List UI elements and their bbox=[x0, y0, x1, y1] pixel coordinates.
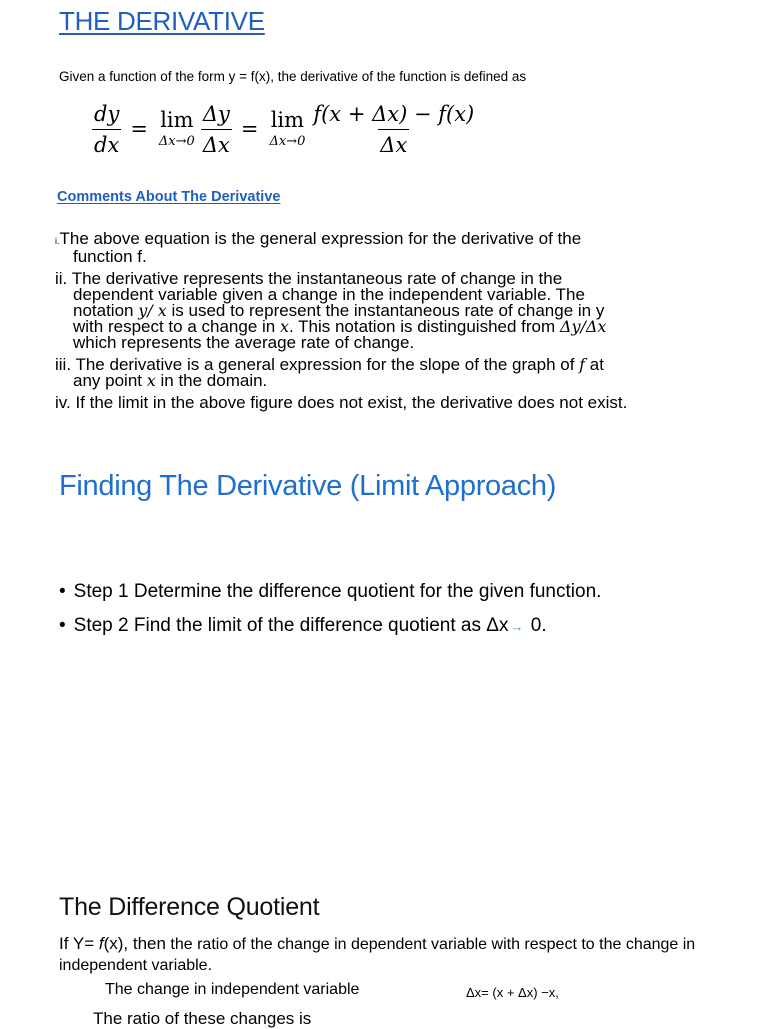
equals-sign-1: = bbox=[130, 117, 148, 141]
dq-lead: If Y= bbox=[59, 934, 99, 953]
section-heading-difference-quotient: The Difference Quotient bbox=[59, 893, 320, 921]
delta-y-numerator: Δy bbox=[202, 101, 230, 126]
item-ii-x: x bbox=[279, 317, 289, 336]
item-iv-text: iv. If the limit in the above figure does not exist, the derivative does not exist. bbox=[55, 393, 628, 412]
comment-item-iii bbox=[55, 357, 755, 389]
item-ii-cont4: which represents the average rate of change. bbox=[73, 333, 415, 352]
item-ii-cont2-b: is used to represent the instantaneous rate of change in y bbox=[166, 301, 605, 320]
derivative-formula bbox=[92, 96, 476, 162]
step-1-text: Step 1 Determine the difference quotient for the given function. bbox=[73, 581, 602, 602]
difference-numerator: f(x + Δx) − f(x) bbox=[313, 101, 475, 126]
dy-dx-fraction bbox=[92, 102, 121, 157]
item-iii-cont bbox=[55, 373, 755, 389]
step-1 bbox=[59, 581, 601, 603]
item-i-cont: function f. bbox=[73, 247, 147, 266]
item-ii-cont3-a: with respect to a change in bbox=[73, 317, 280, 336]
page-title: THE DERIVATIVE bbox=[59, 6, 265, 36]
comment-item-iv bbox=[55, 395, 755, 411]
item-ii-lead: ii. The derivative represents the instantaneous rate of change in the bbox=[55, 269, 563, 288]
item-iii-cont-b: in the domain. bbox=[155, 371, 268, 390]
limit-1 bbox=[159, 110, 195, 148]
delta-x-definition: Δx= (x + Δx) −x, bbox=[466, 985, 559, 1000]
comments-list bbox=[55, 231, 755, 417]
comments-heading: Comments About The Derivative bbox=[57, 189, 281, 205]
item-iii-x: x bbox=[146, 371, 156, 390]
dy-numerator: dy bbox=[94, 101, 120, 126]
limit-2 bbox=[269, 110, 305, 148]
dq-lead-rest: (x), then bbox=[103, 934, 166, 953]
item-i-text: The above equation is the general expression for the derivative of the bbox=[59, 229, 582, 248]
item-ii-notation: y/ x bbox=[138, 301, 167, 320]
item-ii-cont3-b: . This notation is distinguished from bbox=[289, 317, 560, 336]
delta-x-denominator: Δx bbox=[201, 129, 232, 157]
item-ii-delta-notation: Δy/Δx bbox=[559, 317, 607, 336]
change-independent-label: The change in independent variable bbox=[105, 981, 360, 998]
lim-word-1: lim bbox=[160, 108, 194, 132]
item-ii-cont1: dependent variable given a change in the independent variable. The bbox=[73, 285, 585, 304]
item-iii-lead-a: iii. The derivative is a general expression for the slope of the graph of bbox=[55, 355, 580, 374]
lim-subscript-2: Δx→0 bbox=[269, 134, 306, 149]
dx-denominator: dx bbox=[92, 129, 121, 157]
bullet-icon: • bbox=[59, 615, 66, 636]
dq-body: the ratio of the change in dependent variable with respect to the change in independent variable. bbox=[59, 936, 696, 974]
item-iii-f: f bbox=[579, 355, 586, 374]
bullet-icon: • bbox=[59, 581, 66, 602]
lim-subscript-1: Δx→0 bbox=[158, 134, 195, 149]
steps-list bbox=[59, 581, 601, 649]
item-ii-cont2-a: notation bbox=[73, 301, 139, 320]
lim-word-2: lim bbox=[270, 108, 305, 132]
equals-sign-2: = bbox=[240, 117, 259, 141]
difference-fraction bbox=[311, 102, 476, 157]
item-iii-lead-b: at bbox=[585, 355, 604, 374]
item-iii-cont-a: any point bbox=[73, 371, 147, 390]
difference-quotient-text bbox=[59, 933, 719, 976]
step-2 bbox=[59, 615, 601, 637]
item-i-marker: i. bbox=[55, 236, 60, 246]
ratio-text: The ratio of these changes is bbox=[93, 1009, 312, 1028]
delta-fraction bbox=[201, 102, 232, 157]
difference-denominator: Δx bbox=[378, 129, 409, 157]
step-2-tail: 0. bbox=[525, 615, 547, 636]
intro-text: Given a function of the form y = f(x), the derivative of the function is defined as bbox=[59, 69, 527, 84]
section-heading-limit-approach: Finding The Derivative (Limit Approach) bbox=[59, 470, 557, 502]
right-arrow-icon: → bbox=[510, 619, 524, 634]
step-2-text: Step 2 Find the limit of the difference quotient as Δx bbox=[73, 615, 509, 636]
comment-item-ii bbox=[55, 271, 755, 351]
comment-item-i bbox=[55, 231, 755, 265]
dq-f: f bbox=[98, 934, 104, 953]
